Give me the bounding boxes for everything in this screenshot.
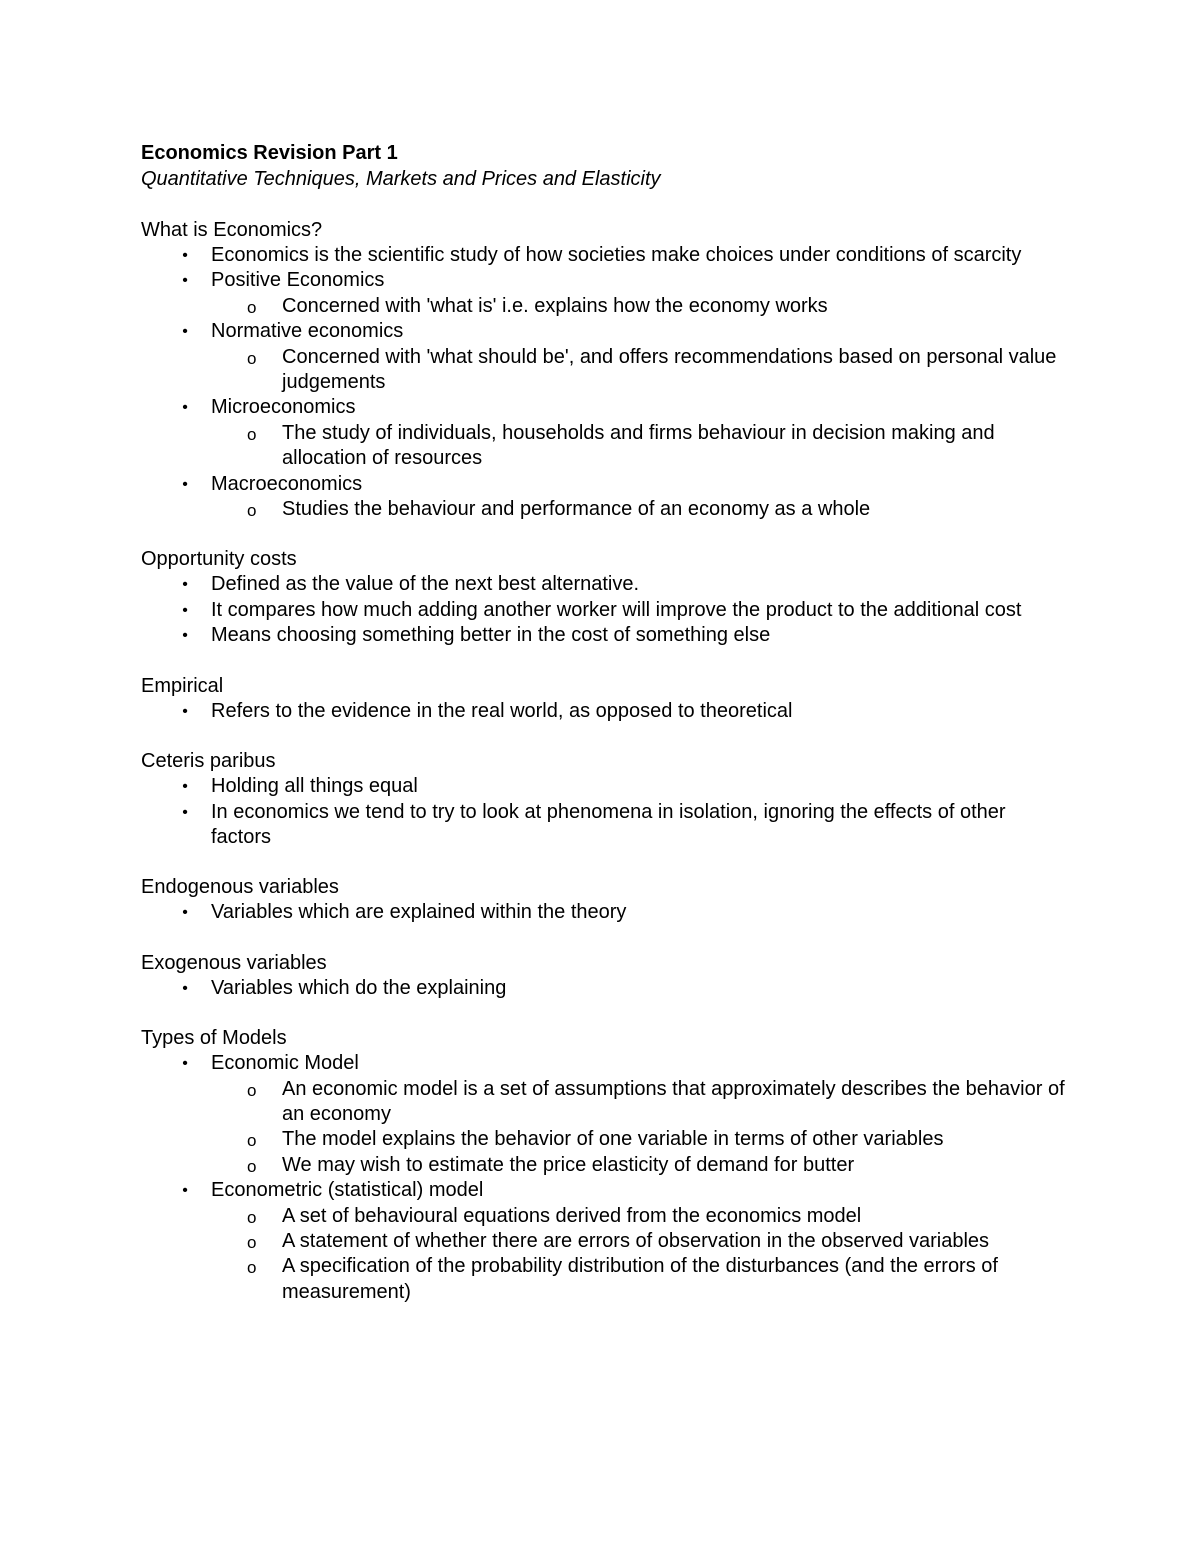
bullet-icon: •	[182, 475, 188, 493]
list-item-text: Refers to the evidence in the real world, as opposed to theoretical	[211, 699, 793, 722]
list-item	[141, 699, 1071, 724]
section	[141, 951, 1071, 1001]
sub-list-item	[141, 1127, 1071, 1152]
bullet-icon: •	[182, 576, 188, 594]
list-item-text: Defined as the value of the next best alternative.	[211, 573, 640, 596]
sub-list-item	[141, 1077, 1071, 1128]
section-heading: What is Economics?	[141, 219, 323, 241]
list-item-text: Microeconomics	[211, 396, 356, 419]
bullet-icon: •	[182, 1182, 188, 1200]
bullet-list	[141, 572, 1071, 648]
circle-bullet-icon: o	[247, 1258, 257, 1278]
section-heading: Ceteris paribus	[141, 750, 276, 773]
circle-bullet-icon: o	[247, 297, 257, 317]
sub-list-item-text: An economic model is a set of assumptions that approximately describes the behavior of an economy	[282, 1077, 1065, 1125]
document-page	[141, 141, 1071, 1305]
sub-list-item-text: A specification of the probability distribution of the disturbances (and the errors of measurement)	[282, 1255, 998, 1303]
circle-bullet-icon: o	[247, 424, 257, 444]
bullet-icon: •	[182, 272, 188, 290]
bullet-icon: •	[182, 399, 188, 417]
sub-list-item	[141, 1204, 1071, 1229]
bullet-list	[141, 976, 1071, 1001]
circle-bullet-icon: o	[247, 501, 257, 521]
section-heading: Exogenous variables	[141, 951, 327, 974]
list-item	[141, 472, 1071, 523]
circle-bullet-icon: o	[247, 1131, 257, 1151]
section-heading: Opportunity costs	[141, 548, 297, 571]
list-item	[141, 774, 1071, 799]
sub-bullet-list	[211, 1204, 1071, 1306]
sub-list-item-text: Concerned with 'what is' i.e. explains how the economy works	[282, 294, 828, 317]
list-item	[141, 598, 1071, 623]
list-item	[141, 243, 1071, 268]
sub-list-item	[141, 497, 1071, 522]
sub-bullet-list	[211, 421, 1071, 472]
list-item-text: It compares how much adding another worker will improve the product to the additional cost	[211, 598, 1022, 621]
bullet-icon: •	[182, 323, 188, 341]
bullet-icon: •	[182, 247, 188, 264]
section	[141, 547, 1071, 648]
list-item	[141, 268, 1071, 319]
list-item-text: Holding all things equal	[211, 775, 418, 798]
circle-bullet-icon: o	[247, 1156, 257, 1176]
list-item-text: Variables which are explained within the theory	[211, 901, 627, 924]
section-heading: Empirical	[141, 674, 224, 697]
list-item	[141, 1178, 1071, 1305]
list-item	[141, 319, 1071, 395]
list-item-text: Economic Model	[211, 1052, 359, 1075]
list-item	[141, 1051, 1071, 1178]
bullet-list	[141, 774, 1071, 850]
section	[141, 875, 1071, 925]
bullet-icon: •	[182, 979, 188, 997]
sub-list-item-text: A set of behavioural equations derived from the economics model	[282, 1204, 862, 1227]
bullet-icon: •	[182, 1055, 188, 1073]
list-item-text: Positive Economics	[211, 269, 385, 292]
list-item-text: In economics we tend to try to look at phenomena in isolation, ignoring the effects of other factors	[211, 800, 1006, 848]
circle-bullet-icon: o	[247, 1207, 257, 1227]
list-item	[141, 395, 1071, 471]
document-subtitle: Quantitative Techniques, Markets and Prices and Elasticity	[141, 168, 661, 190]
list-item-text: Econometric (statistical) model	[211, 1179, 484, 1202]
sub-list-item-text: Concerned with 'what should be', and offers recommendations based on personal value judgements	[282, 345, 1057, 394]
sub-list-item-text: We may wish to estimate the price elasticity of demand for butter	[282, 1153, 855, 1176]
bullet-list	[141, 1051, 1071, 1305]
bullet-icon: •	[182, 904, 188, 922]
section-heading: Types of Models	[141, 1027, 287, 1050]
list-item-text: Means choosing something better in the cost of something else	[211, 624, 771, 647]
section	[141, 674, 1071, 724]
list-item	[141, 900, 1071, 925]
sub-list-item	[141, 1229, 1071, 1254]
list-item-text: Economics is the scientific study of how societies make choices under conditions of scarcity	[211, 244, 1022, 266]
sub-bullet-list	[211, 345, 1071, 396]
sub-list-item	[141, 421, 1071, 472]
sub-bullet-list	[211, 497, 1071, 522]
list-item	[141, 572, 1071, 597]
sub-bullet-list	[211, 1077, 1071, 1179]
bullet-list	[141, 699, 1071, 724]
sub-bullet-list	[211, 294, 1071, 319]
section-heading: Endogenous variables	[141, 876, 339, 899]
sub-list-item	[141, 1153, 1071, 1178]
circle-bullet-icon: o	[247, 1080, 257, 1100]
bullet-icon: •	[182, 702, 188, 720]
sub-list-item	[141, 1254, 1071, 1305]
list-item-text: Normative economics	[211, 320, 404, 343]
list-item	[141, 800, 1071, 851]
sub-list-item-text: The study of individuals, households and firms behaviour in decision making and allocation of resources	[282, 421, 995, 470]
section	[141, 218, 1071, 522]
circle-bullet-icon: o	[247, 1232, 257, 1252]
list-item-text: Macroeconomics	[211, 472, 363, 495]
sub-list-item-text: A statement of whether there are errors of observation in the observed variables	[282, 1229, 990, 1252]
sub-list-item-text: Studies the behaviour and performance of an economy as a whole	[282, 498, 871, 521]
document-title: Economics Revision Part 1	[141, 142, 398, 164]
bullet-list	[141, 243, 1071, 522]
bullet-icon: •	[182, 601, 188, 619]
list-item-text: Variables which do the explaining	[211, 976, 507, 999]
section	[141, 1026, 1071, 1305]
bullet-icon: •	[182, 803, 188, 821]
sub-list-item	[141, 294, 1071, 319]
list-item	[141, 623, 1071, 648]
circle-bullet-icon: o	[247, 348, 257, 368]
list-item	[141, 976, 1071, 1001]
sub-list-item-text: The model explains the behavior of one variable in terms of other variables	[282, 1128, 944, 1151]
bullet-icon: •	[182, 627, 188, 645]
bullet-list	[141, 900, 1071, 925]
section	[141, 749, 1071, 850]
sub-list-item	[141, 345, 1071, 396]
document-body	[141, 218, 1071, 1305]
bullet-icon: •	[182, 778, 188, 796]
